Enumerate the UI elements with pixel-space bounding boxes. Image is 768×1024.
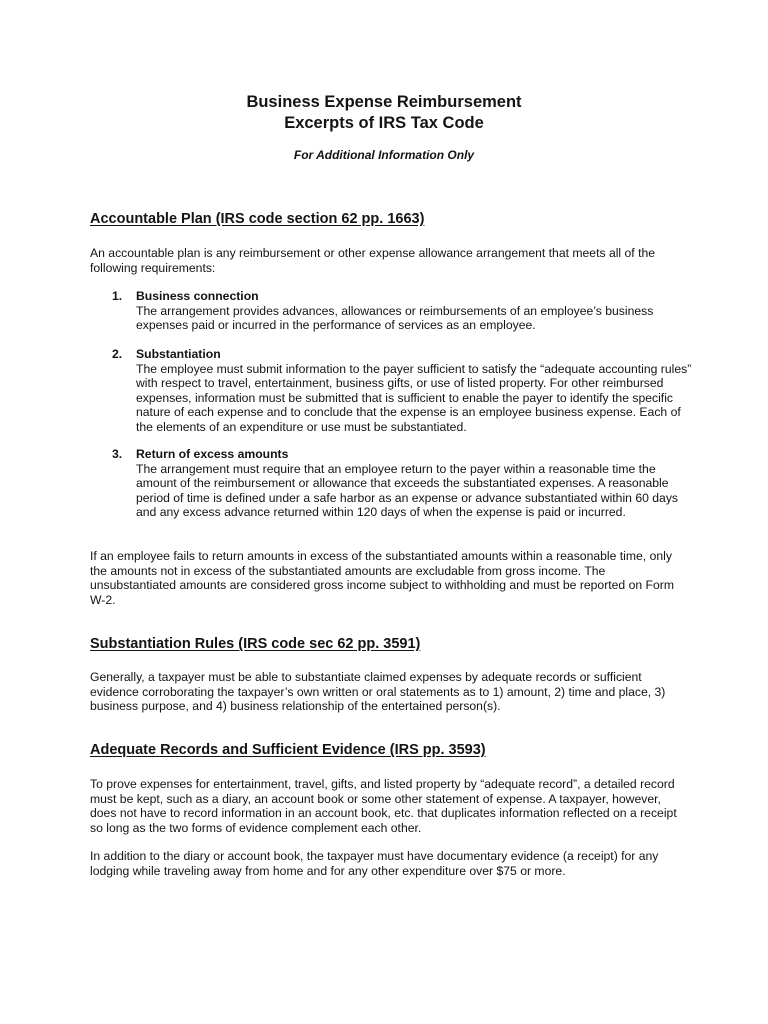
accountable-plan-intro: An accountable plan is any reimbursement or other expense allowance arrangement that meets all of the following requirements: (90, 246, 656, 275)
list-item-number: 2. (112, 347, 123, 361)
heading-accountable-plan: Accountable Plan (IRS code section 62 pp. 1663) (90, 211, 425, 227)
list-item-label: Return of excess amounts (136, 447, 289, 461)
list-item-label: Substantiation (136, 347, 221, 361)
accountable-plan-closing: If an employee fails to return amounts in excess of the substantiated amounts within a reasonable time, only the amounts not in excess of the substantiated amounts are excludable from gross income. The unsubstantiated amounts are considered gross income subject to withholding and must be reported on Form W-2. (90, 549, 674, 607)
list-item-business-connection (112, 289, 692, 333)
list-item-text: The arrangement must require that an employee return to the payer within a reasonable time the amount of the reimbursement or allowance that exceeds the substantiated expenses. A reasonable period of time is defined under a safe harbor as an expense or advance substantiated within 60 days and any excess advance returned within 120 days of when the expense is paid or incurred. (136, 461, 679, 520)
list-item-label: Business connection (136, 289, 259, 303)
list-item-number: 3. (112, 447, 123, 461)
list-item-text: The employee must submit information to the payer sufficient to satisfy the “adequate accounting rules” with respect to travel, entertainment, business gifts, or use of listed property. For other reimbursed expenses, information must be submitted that is sufficient to enable the payer to identify the specific nature of each expense and to conclude that the expense is an employee business expense. Each of the elements of an expenditure or use must be substantiated. (136, 361, 692, 434)
document-title-line1: Business Expense Reimbursement (246, 93, 522, 111)
list-item-number: 1. (112, 289, 123, 303)
adequate-records-para2: In addition to the diary or account book, the taxpayer must have documentary evidence (a receipt) for any lodging while traveling away from home and for any other expenditure over $75 or more. (90, 849, 659, 878)
heading-adequate-records: Adequate Records and Sufficient Evidence (IRS pp. 3593) (90, 742, 486, 758)
list-item-substantiation (112, 347, 692, 435)
document-title-line2: Excerpts of IRS Tax Code (284, 114, 484, 132)
heading-substantiation-rules: Substantiation Rules (IRS code sec 62 pp. 3591) (90, 636, 421, 652)
adequate-records-para1: To prove expenses for entertainment, travel, gifts, and listed property by “adequate record”, a detailed record must be kept, such as a diary, an account book or some other statement of expense. A taxpayer, however, does not have to record information in an account book, etc. that duplicates information reflected on a receipt so long as the two forms of evidence complement each other. (90, 777, 677, 835)
list-item-text: The arrangement provides advances, allowances or reimbursements of an employee’s business expenses paid or incurred in the performance of services as an employee. (136, 303, 654, 333)
document-subtitle: For Additional Information Only (293, 148, 475, 162)
substantiation-rules-text: Generally, a taxpayer must be able to substantiate claimed expenses by adequate records or sufficient evidence corroborating the taxpayer’s own written or oral statements as to 1) amount, 2) time and place, 3) business purpose, and 4) business relationship of the entertained person(s). (90, 670, 666, 714)
list-item-return-excess (112, 447, 692, 520)
